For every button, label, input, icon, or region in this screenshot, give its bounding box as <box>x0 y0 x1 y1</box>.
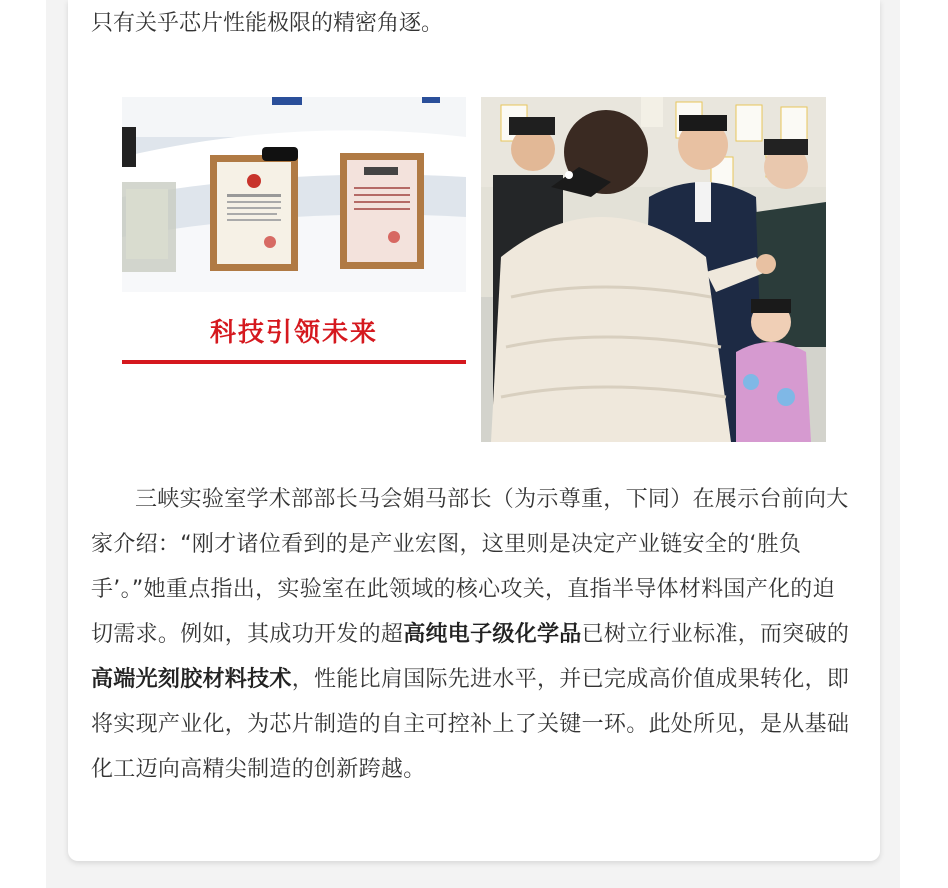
article-text-top: 只有关乎芯片性能极限的精密角逐。 <box>91 11 444 36</box>
certificate-display-photo <box>122 97 466 292</box>
caption-underline <box>122 360 466 364</box>
paragraph-text-1: 三峡实验室学术部部长马会娟马部长（为示尊重，下同）在展示台前向大家介绍：“刚才诸位看到的是产业宏图，这里则是决定产业链安全的‘胜负手’。”她重点指出，实验室在此领域的核心攻关，直指半导体材料国产化的迫切需求。例如，其成功开发的超 <box>91 487 849 647</box>
highlight-photoresist: 高端光刻胶材料技术 <box>91 667 292 692</box>
paragraph-text-2: 已树立行业标准，而突破的 <box>581 622 850 647</box>
group-scene-image <box>481 97 826 442</box>
paragraph-body <box>91 477 857 792</box>
paragraph-text-3: ，性能比肩国际先进水平，并已完成高价值成果转化，即将实现产业化，为芯片制造的自主可控补上了关键一环。此处所见，是从基础化工迈向高精尖制造的创新跨越。 <box>91 667 850 782</box>
highlight-chemicals: 高纯电子级化学品 <box>403 622 582 647</box>
photo-caption: 科技引领未来 <box>209 318 378 348</box>
article-paragraph <box>91 477 857 792</box>
certificate-scene-image <box>122 97 466 292</box>
people-group-photo <box>481 97 826 442</box>
